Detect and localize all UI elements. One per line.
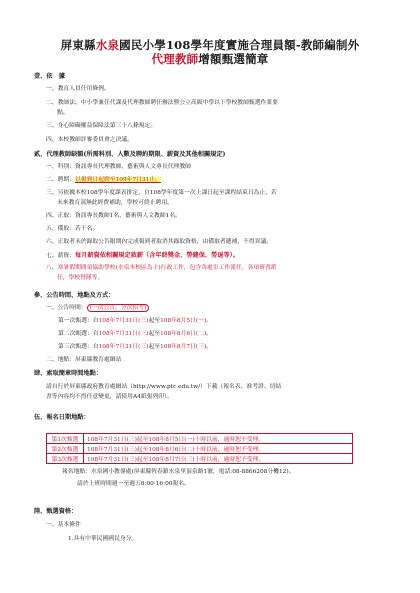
school-name: 水泉 [95, 38, 120, 52]
section-basis-heading: 壹、依 據 [34, 73, 65, 80]
registration-hours: 請於上班時間週一至週五8:00-16:00報名。 [77, 481, 190, 487]
vacancy-rule: 六、正取者未於錄取公告限期內完成報到者取消其錄取資格，由備取者遞補，不得異議。 [46, 239, 273, 245]
section-announcement-heading: 參、公告時間、地點及方式： [34, 292, 115, 299]
salary-highlight: 每月薪資依相關規定敘薪（含年終獎金、勞健保、勞退等）。 [75, 252, 239, 259]
brochure-text: 請自行於屏東縣政府教育處網站（http://www.ptc.edu.tw/）下載（報名表、准考證、切結 [46, 384, 282, 390]
announcement-round: 第一次甄選：自108年7月31日(三)起至108年8月5日(一)。 [58, 318, 213, 324]
section-vacancy-heading: 貳、代理教師缺額(所需科別、人數及聘約期限、薪資及其他相關規定) [34, 151, 226, 158]
basis-item-cont: 點。 [57, 110, 69, 116]
announcement-round: 第二次甄選：自108年7月31日(三)起至108年8月6日(二)。 [58, 331, 213, 337]
announcement-circled-note: (一次公告，分次招考) [87, 304, 150, 312]
registration-round-label: 第1次甄選 [47, 434, 84, 444]
section-registration-heading: 伍、報名日期地點： [34, 414, 90, 421]
vacancy-note-cont: 未來教育部無此經費補助，學校可終止聘用。 [57, 200, 173, 206]
section-brochure-heading: 肆、索取簡章時間地點： [34, 370, 103, 377]
announcement-location: 二、地點：屏東縣教育處網站 [46, 357, 122, 363]
registration-place: 報名地點：水泉國小教導處(屏東縣恆春鎮水泉里頂泉路1號，電話:08-8866208分機12)。 [62, 469, 295, 475]
vacancy-main: 四、正取：資訊專長教師1名，藝術與人文教師1名。 [46, 213, 181, 219]
vacancy-note: 三、另依據本校108學年度課表排定，自108學年度第一次上課日起至課程結束日為止，若 [46, 190, 277, 196]
vacancy-reserve: 五、備取：若干名。 [46, 226, 99, 232]
term-highlight: 以報到日起聘至109年7月31止。 [75, 177, 161, 183]
document-title-line1: 屏東縣水泉國民小學108學年度實施合理員額-教師編制外 [60, 38, 360, 52]
table-row [47, 444, 353, 454]
table-row [47, 454, 353, 464]
section-qualification-heading: 陸、甄選資格： [34, 508, 78, 515]
basis-item: 一、教育人員任用條例。 [46, 86, 110, 92]
registration-round-dates: 108年7月31日(三)起至108年8月6日(二)十時以前，逾時恕不受理。 [84, 444, 353, 454]
basis-item: 三、身心障礙權益保障法第三十八條規定。 [46, 123, 157, 129]
registration-table [46, 433, 353, 464]
document-title-line2: 代理教師增額甄選簡章 [151, 52, 269, 66]
registration-round-label: 第3次甄選 [47, 454, 84, 464]
table-row [47, 434, 353, 444]
vacancy-duty: 八、寒暑假期間須協助學校(水泉本校區為主)行政工作，包含各處室工作派任，各項研習派 [46, 265, 277, 271]
vacancy-salary: 七、薪資：每月薪資依相關規定敘薪（含年終獎金、勞健保、勞退等）。 [46, 252, 239, 259]
qualification-basic: 一、基本條件 [46, 522, 81, 528]
qualification-item: 1.具有中華民國國民身分。 [68, 536, 138, 542]
registration-round-dates: 108年7月31日(三)起至108年8月7日(三)十時以前，逾時恕不受理。 [84, 454, 353, 464]
announcement-time: 一、公告時間： (一次公告，分次招考) [46, 305, 149, 312]
announcement-round: 第三次甄選：自108年7月31日(三)起至108年8月7日(三)。 [58, 344, 213, 350]
vacancy-duty-cont: 任，學校營隊等。 [57, 275, 104, 281]
vacancy-term: 二、聘期：以報到日起聘至109年7月31止。 [46, 177, 161, 183]
vacancy-subject: 一、科別：資訊專長代理教師、藝術與人文專長代理教師 [46, 164, 191, 170]
basis-item: 二、教師法、中小學兼任代課及代理教師聘任辦法暨公立高級中學以下學校教師甄選作業要 [46, 100, 278, 106]
registration-round-label: 第2次甄選 [47, 444, 84, 454]
registration-round-dates: 108年7月31日(三)起至108年8月5日(一)十時以前，逾時恕不受理。 [84, 434, 353, 444]
brochure-text-cont: 書等內容均不得任意變更，請使用A4紙張列印）。 [46, 394, 173, 400]
basis-item: 四、本校教師評審委員會之決議。 [46, 137, 133, 143]
